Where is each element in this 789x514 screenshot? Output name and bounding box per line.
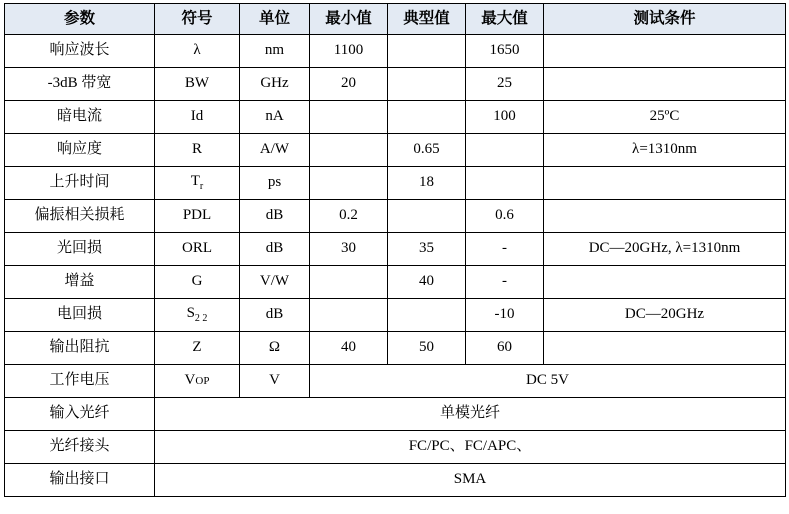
cell-merged-value: DC 5V (310, 365, 786, 398)
cell-condition: λ=1310nm (544, 134, 786, 167)
cell-min (310, 101, 388, 134)
header-max: 最大值 (466, 4, 544, 35)
cell-parameter: 光纤接头 (5, 431, 155, 464)
table-row (5, 299, 786, 332)
cell-min (310, 167, 388, 200)
header-unit: 单位 (240, 4, 310, 35)
cell-max: 100 (466, 101, 544, 134)
cell-condition: DC—20GHz, λ=1310nm (544, 233, 786, 266)
cell-unit: dB (240, 299, 310, 332)
table-row (5, 398, 786, 431)
cell-min (310, 134, 388, 167)
cell-typical: 50 (388, 332, 466, 365)
cell-typical (388, 200, 466, 233)
table-row (5, 332, 786, 365)
cell-merged-value: 单模光纤 (155, 398, 786, 431)
cell-min: 40 (310, 332, 388, 365)
cell-unit: dB (240, 233, 310, 266)
cell-parameter: 工作电压 (5, 365, 155, 398)
cell-typical (388, 299, 466, 332)
cell-symbol: PDL (155, 200, 240, 233)
cell-min (310, 266, 388, 299)
cell-min: 20 (310, 68, 388, 101)
cell-symbol: λ (155, 35, 240, 68)
cell-typical: 40 (388, 266, 466, 299)
cell-condition (544, 167, 786, 200)
cell-typical: 18 (388, 167, 466, 200)
cell-max (466, 134, 544, 167)
symbol-subscript: r (199, 181, 204, 193)
header-typical: 典型值 (388, 4, 466, 35)
table-row (5, 200, 786, 233)
table-row (5, 233, 786, 266)
cell-parameter: 光回损 (5, 233, 155, 266)
cell-parameter: 输出阻抗 (5, 332, 155, 365)
table-row (5, 101, 786, 134)
cell-max: 25 (466, 68, 544, 101)
table-row (5, 464, 786, 497)
cell-symbol: Z (155, 332, 240, 365)
cell-max: 1650 (466, 35, 544, 68)
cell-typical: 35 (388, 233, 466, 266)
cell-parameter: 输出接口 (5, 464, 155, 497)
cell-min: 0.2 (310, 200, 388, 233)
header-test-condition: 测试条件 (544, 4, 786, 35)
cell-symbol: Id (155, 101, 240, 134)
cell-symbol: R (155, 134, 240, 167)
table-row (5, 167, 786, 200)
symbol-subscript: 2 2 (194, 313, 208, 325)
cell-condition: 25ºC (544, 101, 786, 134)
cell-condition (544, 35, 786, 68)
cell-typical (388, 68, 466, 101)
cell-symbol: $T_r$ (155, 167, 240, 200)
symbol-subscript: OP (195, 375, 210, 388)
cell-parameter: -3dB 带宽 (5, 68, 155, 101)
cell-unit: Ω (240, 332, 310, 365)
cell-condition (544, 68, 786, 101)
cell-symbol: BW (155, 68, 240, 101)
cell-unit: V (240, 365, 310, 398)
cell-unit: nm (240, 35, 310, 68)
cell-parameter: 响应波长 (5, 35, 155, 68)
table-row (5, 35, 786, 68)
table-row (5, 365, 786, 398)
cell-max (466, 167, 544, 200)
cell-max: - (466, 233, 544, 266)
table-row (5, 266, 786, 299)
cell-parameter: 增益 (5, 266, 155, 299)
cell-symbol: G (155, 266, 240, 299)
table-row (5, 134, 786, 167)
cell-typical (388, 101, 466, 134)
cell-unit: ps (240, 167, 310, 200)
header-min: 最小值 (310, 4, 388, 35)
cell-max: 0.6 (466, 200, 544, 233)
cell-max: -10 (466, 299, 544, 332)
cell-symbol: VOP (155, 365, 240, 398)
cell-condition: DC—20GHz (544, 299, 786, 332)
cell-parameter: 电回损 (5, 299, 155, 332)
table-body (5, 35, 786, 497)
cell-unit: dB (240, 200, 310, 233)
cell-symbol: ORL (155, 233, 240, 266)
cell-max: 60 (466, 332, 544, 365)
cell-parameter: 上升时间 (5, 167, 155, 200)
cell-parameter: 输入光纤 (5, 398, 155, 431)
header-parameter: 参数 (5, 4, 155, 35)
cell-parameter: 响应度 (5, 134, 155, 167)
table-row (5, 68, 786, 101)
cell-parameter: 偏振相关损耗 (5, 200, 155, 233)
cell-condition (544, 266, 786, 299)
header-symbol: 符号 (155, 4, 240, 35)
cell-symbol: $S_{2 2}$ (155, 299, 240, 332)
cell-unit: nA (240, 101, 310, 134)
cell-min (310, 299, 388, 332)
specification-table (4, 3, 786, 497)
cell-parameter: 暗电流 (5, 101, 155, 134)
table-header (5, 4, 786, 35)
cell-min: 1100 (310, 35, 388, 68)
cell-max: - (466, 266, 544, 299)
cell-merged-value: FC/PC、FC/APC、 (155, 431, 786, 464)
header-row (5, 4, 786, 35)
cell-typical: 0.65 (388, 134, 466, 167)
cell-merged-value: SMA (155, 464, 786, 497)
cell-unit: V/W (240, 266, 310, 299)
cell-unit: GHz (240, 68, 310, 101)
cell-unit: A/W (240, 134, 310, 167)
cell-min: 30 (310, 233, 388, 266)
cell-condition (544, 332, 786, 365)
cell-condition (544, 200, 786, 233)
cell-typical (388, 35, 466, 68)
table-row (5, 431, 786, 464)
